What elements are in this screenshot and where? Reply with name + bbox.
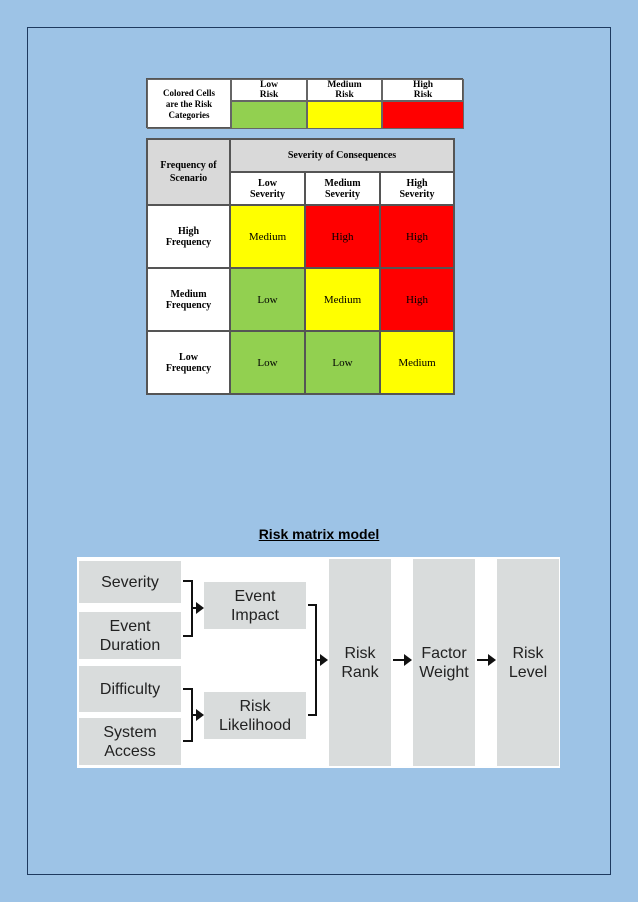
- matrix-row-high-frequency: High Frequency: [147, 205, 230, 268]
- legend-medium-label: Medium Risk: [307, 79, 382, 101]
- input-difficulty: Difficulty: [79, 666, 181, 712]
- legend-caption: Colored Cells are the Risk Categories: [147, 79, 231, 129]
- matrix-cell: High: [380, 268, 454, 331]
- matrix-cell: Low: [230, 331, 305, 394]
- matrix-cell: High: [305, 205, 380, 268]
- legend-medium-swatch: [307, 101, 382, 129]
- arrow-head: [196, 709, 204, 721]
- bracket-connector: [183, 689, 192, 741]
- risk-flow-diagram: [77, 557, 560, 768]
- risk-rank-box: Risk Rank: [329, 559, 391, 766]
- bracket-connector: [183, 581, 192, 636]
- legend-low-label: Low Risk: [231, 79, 307, 101]
- event-impact-box: Event Impact: [204, 582, 306, 629]
- arrow-head: [488, 654, 496, 666]
- matrix-row-low-frequency: Low Frequency: [147, 331, 230, 394]
- matrix-cell: Medium: [305, 268, 380, 331]
- bracket-connector: [308, 605, 316, 715]
- matrix-cell: Medium: [230, 205, 305, 268]
- matrix-cell: Low: [305, 331, 380, 394]
- input-severity: Severity: [79, 561, 181, 603]
- matrix-col-high-severity: High Severity: [380, 172, 454, 205]
- arrow-head: [404, 654, 412, 666]
- factor-weight-box: Factor Weight: [413, 559, 475, 766]
- risk-likelihood-box: Risk Likelihood: [204, 692, 306, 739]
- flow-connectors: [77, 557, 560, 768]
- legend-high-swatch: [382, 101, 464, 129]
- matrix-cell: Medium: [380, 331, 454, 394]
- matrix-row-medium-frequency: Medium Frequency: [147, 268, 230, 331]
- matrix-cell: High: [380, 205, 454, 268]
- matrix-col-medium-severity: Medium Severity: [305, 172, 380, 205]
- matrix-severity-title: Severity of Consequences: [230, 139, 454, 172]
- risk-matrix-table: [146, 138, 455, 395]
- matrix-col-low-severity: Low Severity: [230, 172, 305, 205]
- input-event-duration: Event Duration: [79, 612, 181, 659]
- figure-caption: Risk matrix model: [258, 526, 380, 542]
- matrix-corner-label: Frequency of Scenario: [147, 139, 230, 205]
- risk-level-box: Risk Level: [497, 559, 559, 766]
- arrow-head: [320, 654, 328, 666]
- matrix-cell: Low: [230, 268, 305, 331]
- legend-high-label: High Risk: [382, 79, 464, 101]
- risk-legend-table: [146, 78, 463, 128]
- arrow-head: [196, 602, 204, 614]
- legend-low-swatch: [231, 101, 307, 129]
- input-system-access: System Access: [79, 718, 181, 765]
